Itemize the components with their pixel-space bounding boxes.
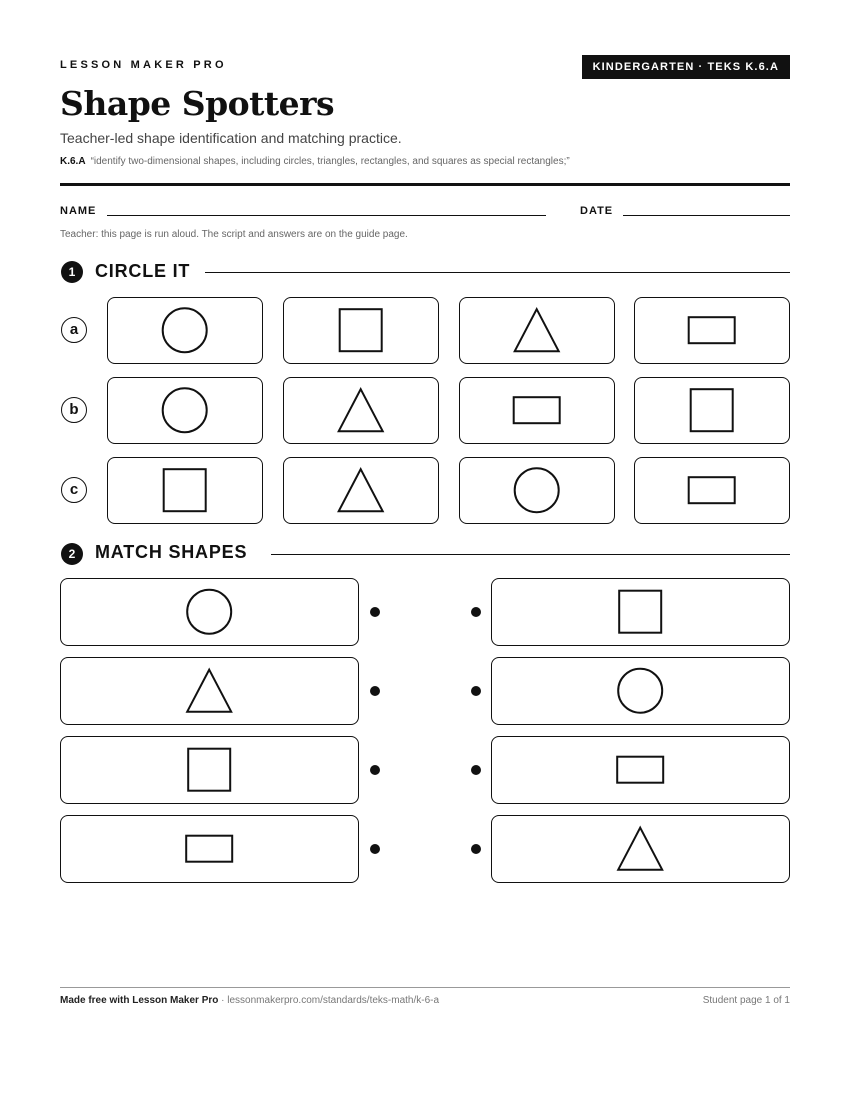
standard-text: “identify two-dimensional shapes, including circles, triangles, rectangles, and squares as special rectangles;” <box>90 156 570 167</box>
triangle-shape <box>492 816 788 881</box>
match-left-card-2[interactable] <box>60 657 359 725</box>
match-left-card-4[interactable] <box>60 815 359 883</box>
circle-it-card-a-4[interactable] <box>634 297 790 364</box>
square-shape <box>492 579 788 644</box>
rectangle-outline <box>689 317 735 343</box>
circle-shape <box>61 579 357 644</box>
footer-page-number: Student page 1 of 1 <box>702 995 790 1006</box>
footer-url: · lessonmakerpro.com/standards/teks-math/k-6-a <box>218 995 440 1006</box>
square-shape <box>284 298 437 362</box>
match-right-card-4[interactable] <box>491 815 790 883</box>
circle-shape <box>108 298 261 362</box>
name-label: NAME <box>60 205 97 217</box>
circle-it-card-b-3[interactable] <box>459 377 615 444</box>
circle-outline <box>187 590 231 634</box>
date-label: DATE <box>580 205 614 217</box>
square-shape <box>108 458 261 522</box>
triangle-outline <box>339 469 383 511</box>
match-right-dot-4[interactable] <box>471 844 481 854</box>
rectangle-outline <box>186 836 232 862</box>
match-right-dot-3[interactable] <box>471 765 481 775</box>
match-left-dot-2[interactable] <box>370 686 380 696</box>
square-outline <box>164 469 206 511</box>
name-field[interactable] <box>107 215 546 216</box>
footer-divider <box>60 987 790 988</box>
circle-it-card-c-3[interactable] <box>459 457 615 524</box>
circle-it-card-b-1[interactable] <box>107 377 263 444</box>
match-right-card-1[interactable] <box>491 578 790 646</box>
triangle-outline <box>187 670 231 712</box>
triangle-outline <box>339 389 383 431</box>
section-1-title: CIRCLE IT <box>95 261 191 281</box>
footer-credit <box>60 995 439 1006</box>
teacher-note: Teacher: this page is run aloud. The script and answers are on the guide page. <box>60 229 408 240</box>
match-right-card-3[interactable] <box>491 736 790 804</box>
circle-outline <box>163 308 207 352</box>
circle-outline <box>515 468 559 512</box>
rectangle-outline <box>617 757 663 783</box>
rectangle-shape <box>635 298 788 362</box>
circle-it-card-a-1[interactable] <box>107 297 263 364</box>
match-right-card-2[interactable] <box>491 657 790 725</box>
triangle-outline <box>618 828 662 870</box>
square-outline <box>691 389 733 431</box>
row-label-a: a <box>61 317 87 343</box>
circle-it-card-a-3[interactable] <box>459 297 615 364</box>
square-outline <box>188 749 230 791</box>
circle-it-card-a-2[interactable] <box>283 297 439 364</box>
footer-made-with: Made free with Lesson Maker Pro <box>60 995 219 1006</box>
section-1-rule <box>205 272 790 273</box>
match-left-dot-4[interactable] <box>370 844 380 854</box>
page-title: Shape Spotters <box>60 84 335 123</box>
rectangle-outline <box>514 397 560 423</box>
match-left-dot-3[interactable] <box>370 765 380 775</box>
match-right-dot-2[interactable] <box>471 686 481 696</box>
circle-it-card-c-2[interactable] <box>283 457 439 524</box>
circle-outline <box>163 388 207 432</box>
section-2-title: MATCH SHAPES <box>95 542 248 562</box>
rectangle-shape <box>61 816 357 881</box>
triangle-shape <box>460 298 613 362</box>
triangle-shape <box>284 458 437 522</box>
section-2-number: 2 <box>61 543 83 565</box>
page-subtitle: Teacher-led shape identification and matching practice. <box>60 130 402 146</box>
circle-outline <box>618 669 662 713</box>
grade-standard-badge: KINDERGARTEN · TEKS K.6.A <box>582 55 790 79</box>
square-outline <box>619 591 661 633</box>
triangle-shape <box>61 658 357 723</box>
circle-it-card-b-2[interactable] <box>283 377 439 444</box>
square-shape <box>635 378 788 442</box>
circle-shape <box>460 458 613 522</box>
circle-it-card-b-4[interactable] <box>634 377 790 444</box>
rectangle-shape <box>460 378 613 442</box>
section-2-rule <box>271 554 790 555</box>
brand-name: LESSON MAKER PRO <box>60 59 227 71</box>
circle-shape <box>108 378 261 442</box>
triangle-outline <box>515 309 559 351</box>
circle-shape <box>492 658 788 723</box>
match-left-card-1[interactable] <box>60 578 359 646</box>
circle-it-card-c-1[interactable] <box>107 457 263 524</box>
match-left-card-3[interactable] <box>60 736 359 804</box>
match-right-dot-1[interactable] <box>471 607 481 617</box>
row-label-b: b <box>61 397 87 423</box>
triangle-shape <box>284 378 437 442</box>
date-field[interactable] <box>623 215 790 216</box>
section-1-number: 1 <box>61 261 83 283</box>
rectangle-outline <box>689 477 735 503</box>
standard-code: K.6.A <box>60 156 86 167</box>
header-divider <box>60 183 790 186</box>
circle-it-card-c-4[interactable] <box>634 457 790 524</box>
standard-line <box>60 156 570 167</box>
rectangle-shape <box>492 737 788 802</box>
rectangle-shape <box>635 458 788 522</box>
row-label-c: c <box>61 477 87 503</box>
square-outline <box>340 309 382 351</box>
square-shape <box>61 737 357 802</box>
match-left-dot-1[interactable] <box>370 607 380 617</box>
